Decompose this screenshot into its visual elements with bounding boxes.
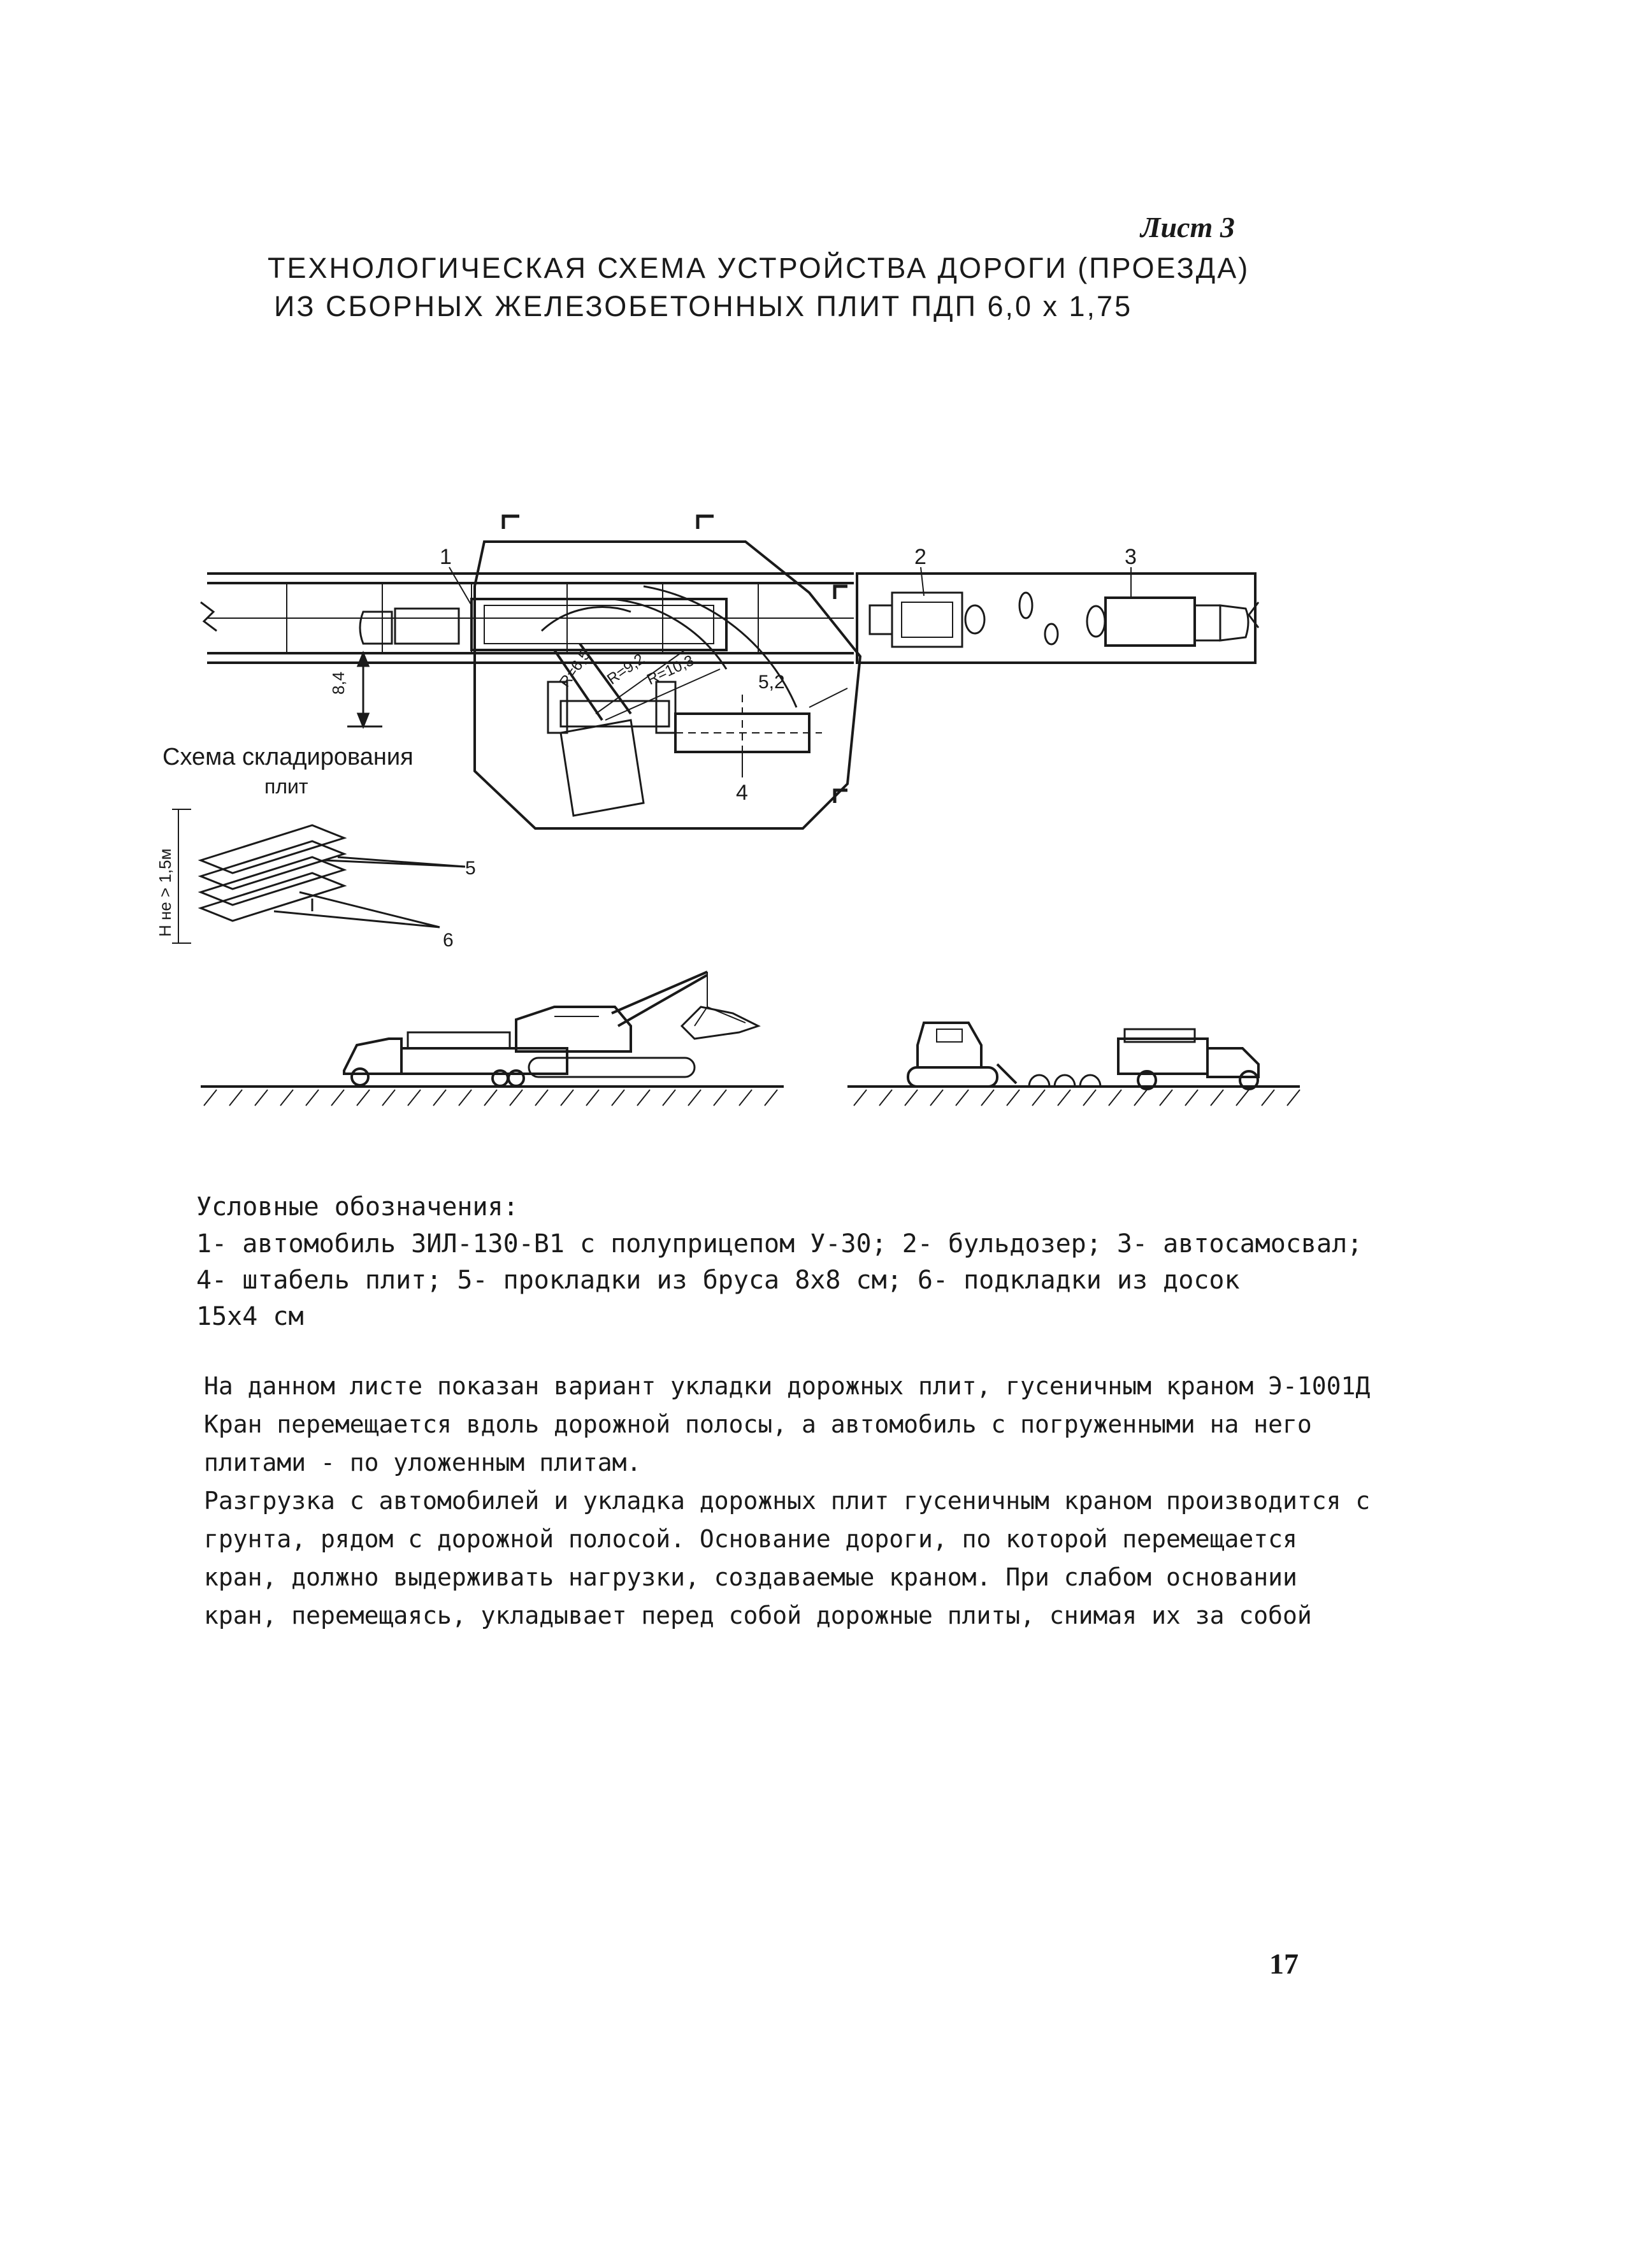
road-strip-right (857, 574, 1258, 663)
dimension-radius-inner: R=6,5 (556, 646, 594, 691)
callout-3: 3 (1125, 545, 1137, 569)
page-number: 17 (1269, 1947, 1299, 1980)
crane-working-zone (475, 542, 860, 828)
legend-line-2: 4- штабель плит; 5- прокладки из бруса 8x8 см; 6- подкладки из досок (196, 1266, 1240, 1295)
technological-scheme-drawing (147, 503, 1357, 1141)
truck-semitrailer-plan (360, 599, 726, 650)
dimension-stack-height: H не > 1,5м (155, 848, 175, 937)
callout-5: 5 (465, 858, 476, 879)
body-paragraph-2: Разгрузка с автомобилей и укладка дорожных плит гусеничным краном производится с грунта, рядом с дорожной полосой. Основание дороги, по которой перемещается кран, должно выдерживать нагрузки, создаваемые краном. При слабом основании кран, перемещаясь, укладывает перед собой дорожные плиты, снимая их за собой (204, 1487, 1371, 1629)
plate-storage-stack (172, 809, 465, 943)
truck-crane-elevation (201, 972, 784, 1106)
dimension-radius-mid: R=9,2 (603, 650, 648, 688)
callout-4: 4 (736, 781, 748, 805)
dimension-8-4 (347, 653, 382, 726)
page-title-line-1: ТЕХНОЛОГИЧЕСКАЯ СХЕМА УСТРОЙСТВА ДОРОГИ (ПРОЕЗДА) (268, 252, 1250, 284)
legend-line-1: 1- автомобиль ЗИЛ-130-В1 с полуприцепом У-30; 2- бульдозер; 3- автосамосвал; (196, 1229, 1363, 1259)
storage-caption-line-1: Схема складирования (162, 744, 414, 770)
sheet-label: Лист 3 (1141, 211, 1235, 243)
bulldozer-truck-elevation (847, 1023, 1300, 1106)
dimension-offset: 5,2 (758, 672, 785, 693)
dimension-radius-outer: R=10,3 (644, 651, 697, 689)
body-paragraph-1: На данном листе показан вариант укладки дорожных плит, гусеничным краном Э-1001Д Кран перемещается вдоль дорожной полосы, а автомобиль с погруженными на него плитами - по уложенным плитам. (204, 1372, 1371, 1477)
legend-title: Условные обозначения: (196, 1192, 519, 1222)
storage-caption-line-2: плит (264, 775, 308, 798)
legend-line-3: 15x4 см (196, 1302, 304, 1331)
callout-6: 6 (443, 930, 454, 951)
callout-1: 1 (440, 545, 452, 569)
callout-2: 2 (914, 545, 926, 569)
page-title-line-2: ИЗ СБОРНЫХ ЖЕЛЕЗОБЕТОННЫХ ПЛИТ ПДП 6,0 x 1,75 (274, 290, 1133, 322)
dimension-width: 8,4 (329, 671, 348, 695)
